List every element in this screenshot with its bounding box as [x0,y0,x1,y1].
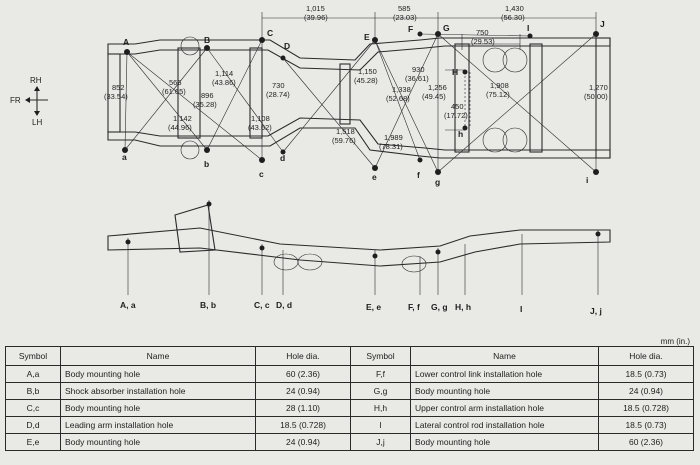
svg-text:(75.12): (75.12) [486,90,510,99]
symbol-cell: E,e [6,434,61,451]
svg-text:D: D [284,41,291,51]
name-cell: Body mounting hole [411,383,599,400]
svg-text:G, g: G, g [431,302,448,312]
hole-dia-cell: 18.5 (0.728) [256,417,351,434]
svg-text:1,908: 1,908 [490,81,509,90]
svg-text:f: f [417,170,420,180]
svg-text:(45.28): (45.28) [354,76,378,85]
svg-text:J, j: J, j [590,306,602,316]
side-view-labels [120,300,602,316]
svg-text:(36.61): (36.61) [405,74,429,83]
table-header-row [6,347,694,366]
svg-text:(33.54): (33.54) [104,92,128,101]
svg-text:E: E [364,32,370,42]
cross-member-6 [530,44,542,152]
svg-text:(49.45): (49.45) [422,92,446,101]
svg-text:(23.03): (23.03) [393,13,417,22]
svg-text:I: I [527,23,530,33]
svg-text:1,270: 1,270 [589,83,608,92]
table-row [6,366,694,383]
rear-spring-seat-upper [483,48,507,72]
svg-text:1,430: 1,430 [505,4,524,13]
svg-text:H, h: H, h [455,302,472,312]
symbol-cell: D,d [6,417,61,434]
hole-dia-cell: 60 (2.36) [256,366,351,383]
table-row [6,417,694,434]
header-symbol-2: Symbol [351,347,411,366]
svg-text:(56.30): (56.30) [501,13,525,22]
svg-text:i: i [586,175,589,185]
symbol-cell: A,a [6,366,61,383]
svg-text:d: d [280,153,286,163]
svg-text:B, b: B, b [200,300,217,310]
svg-text:(35.28): (35.28) [193,100,217,109]
svg-text:a: a [122,152,127,162]
svg-text:(43.86): (43.86) [212,78,236,87]
svg-text:1,142: 1,142 [173,114,192,123]
side-rail [108,228,610,266]
name-cell: Lower control link installation hole [411,366,599,383]
lh-label: LH [32,118,43,127]
svg-text:(39.96): (39.96) [304,13,328,22]
svg-text:(43.62): (43.62) [248,123,272,132]
name-cell: Upper control arm installation hole [411,400,599,417]
hole-spec-table [5,346,694,451]
hole-dia-cell: 18.5 (0.73) [599,366,694,383]
frame-top-view [104,4,610,187]
svg-text:h: h [458,129,464,139]
name-cell: Body mounting hole [61,434,256,451]
svg-text:(78.31): (78.31) [379,142,403,151]
fr-label: FR [10,96,21,105]
cross-member-4 [340,64,350,124]
svg-text:730: 730 [272,81,285,90]
svg-text:B: B [204,35,211,45]
rh-label: RH [30,76,42,85]
svg-text:c: c [259,169,264,179]
svg-text:585: 585 [398,4,411,13]
hole-dia-cell: 24 (0.94) [256,434,351,451]
direction-indicator [10,76,48,127]
svg-text:1,150: 1,150 [358,67,377,76]
svg-text:450: 450 [451,102,464,111]
svg-text:I: I [520,304,523,314]
name-cell: Body mounting hole [411,434,599,451]
symbol-cell: I [351,417,411,434]
header-name: Name [61,347,256,366]
svg-text:(52.68): (52.68) [386,94,410,103]
header-hole-dia: Hole dia. [256,347,351,366]
symbol-cell: H,h [351,400,411,417]
symbol-cell: F,f [351,366,411,383]
hole-dia-cell: 60 (2.36) [599,434,694,451]
svg-text:(59.76): (59.76) [332,136,356,145]
table-row [6,400,694,417]
name-cell: Leading arm installation hole [61,417,256,434]
svg-text:J: J [600,19,605,29]
symbol-cell: B,b [6,383,61,400]
symbol-cell: G,g [351,383,411,400]
name-cell: Body mounting hole [61,366,256,383]
name-cell: Lateral control rod installation hole [411,417,599,434]
header-hole-dia-2: Hole dia. [599,347,694,366]
svg-text:(17.72): (17.72) [444,111,468,120]
svg-text:1,114: 1,114 [215,69,234,78]
table-row [6,383,694,400]
upper-side-rail [108,38,610,70]
hole-dia-cell: 18.5 (0.73) [599,417,694,434]
svg-text:(29.53): (29.53) [471,37,495,46]
svg-text:896: 896 [201,91,214,100]
svg-text:852: 852 [112,83,125,92]
header-name-2: Name [411,347,599,366]
symbol-cell: C,c [6,400,61,417]
svg-text:F: F [408,24,414,34]
table-row [6,434,694,451]
name-cell: Body mounting hole [61,400,256,417]
svg-text:C, c: C, c [254,300,270,310]
svg-text:1,256: 1,256 [428,83,447,92]
svg-text:1,338: 1,338 [392,85,411,94]
front-spring-seat-lower [181,141,199,159]
svg-text:C: C [267,28,274,38]
hole-dia-cell: 18.5 (0.728) [599,400,694,417]
header-symbol: Symbol [6,347,61,366]
svg-text:(50.00): (50.00) [584,92,608,101]
svg-text:(28.74): (28.74) [266,90,290,99]
rear-spring-seat-upper-2 [503,48,527,72]
svg-text:750: 750 [476,28,489,37]
svg-text:A, a: A, a [120,300,136,310]
hole-dia-cell: 24 (0.94) [256,383,351,400]
svg-text:(61.65): (61.65) [162,87,186,96]
svg-text:F, f: F, f [408,302,420,312]
rear-spring-seat-lower [483,128,507,152]
svg-text:1,108: 1,108 [251,114,270,123]
svg-text:G: G [443,23,450,33]
svg-text:g: g [435,177,441,187]
frame-side-view [108,200,610,316]
svg-text:H: H [452,67,459,77]
svg-text:1,015: 1,015 [306,4,325,13]
hole-dia-cell: 28 (1.10) [256,400,351,417]
svg-text:1,518: 1,518 [336,127,355,136]
rear-spring-seat-lower-2 [503,128,527,152]
svg-text:E, e: E, e [366,302,382,312]
svg-text:D, d: D, d [276,300,293,310]
hole-dia-cell: 24 (0.94) [599,383,694,400]
svg-text:e: e [372,172,377,182]
svg-text:930: 930 [412,65,425,74]
side-bracket-2 [298,254,322,270]
side-bracket-1 [274,254,298,270]
symbol-cell: J,j [351,434,411,451]
svg-text:(44.96): (44.96) [168,123,192,132]
unit-label: mm (in.) [660,337,690,346]
svg-text:b: b [204,159,210,169]
svg-text:1,989: 1,989 [384,133,403,142]
name-cell: Shock absorber installation hole [61,383,256,400]
svg-text:A: A [123,37,130,47]
svg-text:566: 566 [169,78,182,87]
